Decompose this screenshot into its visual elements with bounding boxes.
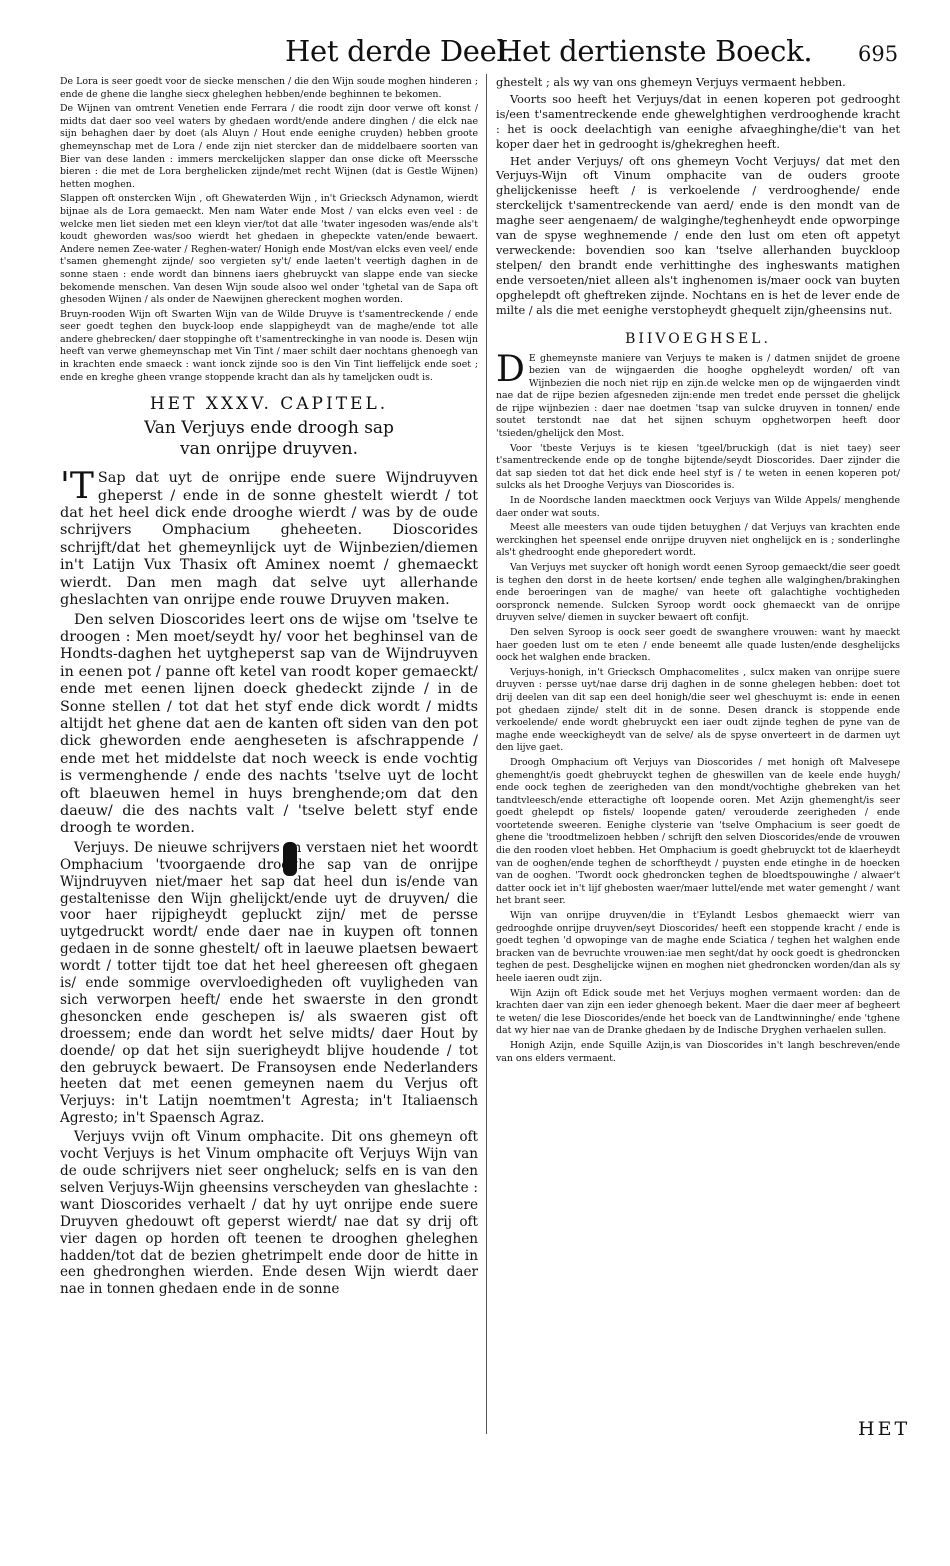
- left-running-title: Het derde Deel.: [285, 34, 515, 68]
- paragraph-verjuys-honey: Verjuys-honigh, in't Griecksch Omphacomelites , sulcx maken van onrijpe suere druyven : persse uyt/nae darse drij daghen in de sonne ghelegen hebben: doet tot drij deelen van dit sap een deel honigh/die seer wel gheschuymt is: ende in eenen pot ghedaen zijnde/ stelt dit in de sonne. Desen dranck is stoppende ende verkoelende/ ende wordt ghebruyckt een iaer oudt zijnde teghen de pyne van de maghe ende weeckigheydt van de selve/ als de spyse onverteert in de darmen uyt den lijve gaet.: [496, 666, 900, 754]
- paragraph-making-verjuys: [496, 348, 900, 441]
- paragraph-dark-wine: Bruyn-rooden Wijn oft Swarten Wijn van de Wilde Druyve is t'samentreckende / ende seer goedt teghen den buyck-loop ende slappigheydt van de maghe/ende tot alle andere ghebrecken/ daer stoppinghe oft t'samentreckinghe in van noode is. Desen wijn heeft van verwe ghemeynschap met Vin Tint / maer schilt daer nochtans ghenoegh van in krachten ende smaeck : want ionck zijnde soo is den Vin Tint lieffelijck ende soet ; ende en kreghe gheen vrange stoppende kracht dan als hy tameljcken oudt is.: [60, 308, 478, 383]
- paragraph-venetian-wines: De Wijnen van omtrent Venetien ende Ferrara / die roodt zijn door verwe oft konst / midts dat daer soo veel waters by ghedaen wordt/ende andere dinghen / die elck nae sijn behaghen daer by doet (als Aluyn / Hout ende eenighe cruyden) hebben groote ghemeynschap met de Lora / ende zijn niet stercker dan de middelbaere soorten van Bier van dese landen : immers merckelijcken slapper dan onse dicke oft Meerssche bieren : die met de Lora berghelicken zijnde/met recht Wijnen (dat is Gestle Wijnen) hetten moghen.: [60, 103, 478, 190]
- paragraph-lesbos-wine: Wijn van onrijpe druyven/die in t'Eylandt Lesbos ghemaeckt wierr van gedrooghde onrijpe druyven/seyt Dioscorides/ heeft een stoppende kracht / ende is goedt teghen 'd opwopinge van de maghe ende Sciatica / teghen het walghen ende bracken van de bevruchte vrouwen:iae men seght/dat hy oock goedt is ghedroncken teghen de pest. Desghelijcke wijnen en moghen niet ghedroncken worden/dan als sy heele iaeren oudt zijn.: [496, 910, 900, 984]
- paragraph-copper-pot: Voorts soo heeft het Verjuys/dat in eenen koperen pot gedrooght is/een t'samentreckende ende ghewelghtighen verdrooghende kracht : het is oock deelachtigh van eenighe afvaeghinghe/die't van het koper daer het in gedrooght is/ghekreghen heeft.: [496, 92, 900, 151]
- paragraph-omphacium: [60, 466, 478, 609]
- paragraph-adynamon: Slappen oft onstercken Wijn , oft Ghewaterden Wijn , in't Griecksch Adynamon, wierdt bijnae als de Lora gemaeckt. Men nam Water ende Most / van elcks even veel : de welcke men liet sieden met een kleyn vier/tot dat alle 'twater ingesoden was/ende als't koudt gheworden was/soo wierdt het ghedaen in ghepeckte vaten/ende bewaert. Andere nemen Zee-water / Reghen-water/ Honigh ende Most/van elcks even veel/ ende t'samen ghemenght zijnde/ soo vergieten sy't/ ende laeten't veertigh daghen in de sonne staen : ende wordt dan binnens iaers ghebruyckt van slappe ende van siecke bekomende menschen. Van desen Wijn soude alsoo wel onder 'tghetal van de Sapa oft ghesoden Wijnen / als onder de Naewijnen ghereckent moghen worden.: [60, 193, 478, 306]
- section-heading: BIIVOEGHSEL.: [625, 330, 771, 347]
- paragraph-continued: ghestelt ; als wy van ons ghemeyn Verjuys vermaent hebben.: [496, 76, 846, 89]
- paragraph-omphacium-text: Sap dat uyt de onrijpe ende suere Wijndruyven gheperst / ende in de sonne ghestelt wierdt / tot dat het heel dick ende drooghe wierdt / was by de oude schrijvers Omphacium gheheeten. Dioscorides schrijft/dat het ghemeynlijck uyt de Wijnbezien/diemen in't Latijn Vux Thasix oft Aminex noemt / ghemaeckt wierdt. Dan men magh dat selve uyt allerhande gheslachten van onrijpe ende rouwe Druyven maken.: [60, 470, 478, 609]
- paragraph-drying-method: Den selven Dioscorides leert ons de wijse om 'tselve te droogen : Men moet/seydt hy/ voor het beghinsel van de Hondts-daghen het uytgheperst sap van de Wijndruyven in eenen pot / panne oft ketel van roodt koper gemaeckt/ ende met eenen lijnen doeck ghedeckt zijnde / in de Sonne stellen / tot dat het styf ende dick wordt / midts altijdt het ghene dat aen de kanten oft siden van den pot dick gheworden ende aengheseten is afschrappende / ende met het middelste dat noch weeck is ende vochtig is vermenghende / ende des nachts 'tselve uyt de locht oft blaeuwen hemel in huys brenghende;om dat den daeuw/ die des nachts valt / 'tselve belett styf ende droogh te worden.: [60, 611, 478, 837]
- paragraph-honey-vinegar: Honigh Azijn, ende Squille Azijn,is van Dioscorides in't langh beschreven/ende van ons elders vermaent.: [496, 1039, 900, 1064]
- paragraph-dry-omphacium: Droogh Omphacium oft Verjuys van Dioscorides / met honigh oft Malvesepe ghemenght/is goedt ghebruyckt teghen de gheswillen van de keele ende huygh/ ende oock teghen de zeerigheden van den mondt/vochtighe ghebreken van het tandtvleesch/ende etteractighe oft loopende ooren. Met Azijn ghemenght/is seer goedt ghelepdt op fistels/ loopende gaten/ verouderde zeerigheden / ende voortetende sweeren. Eenighe clysterie van 'tselve Omphacium is seer goedt de ghene die 'troodtmelizoen hebben / schrijft den selven Dioscorides/ende de vrouwen die den rooden vloet hebben. Het Omphacium is goedt ghebruyckt tot de klaerheydt van de ooghen/ende teghen de schorftheydt / puysten ende etinghe in de hoecken van de ooghen. 'Twordt oock ghedroncken teghen de bloedtspouwinghe / alwaer't datter oock iet in't lijf ghebosten waer/maer luttel/ende met water gemenght / want het brant seer.: [496, 756, 900, 907]
- paragraph-northern-lands: In de Noordsche landen maecktmen oock Verjuys van Wilde Appels/ menghende daer onder wat souts.: [496, 495, 900, 519]
- paragraph-pregnant-women: Den selven Syroop is oock seer goedt de swanghere vrouwen: want hy maeckt haer goeden lust om te eten / ende beneemt alle quade lusten/ende desghelijcks oock het walghen ende bracken.: [496, 626, 900, 664]
- running-head: [0, 34, 950, 74]
- chapter-subtitle-line-1: Van Verjuys ende droogh sap: [144, 418, 394, 439]
- left-column: [60, 76, 478, 1300]
- chapter-heading: HET XXXV. CAPITEL.: [149, 394, 389, 415]
- chapter-subtitle-line-2: van onrijpe druyven.: [179, 439, 359, 460]
- right-running-title: Het dertienste Boeck.: [497, 34, 813, 68]
- catchword: HET: [858, 1418, 911, 1440]
- paragraph-vinegar: Wijn Azijn oft Edick soude met het Verjuys moghen vermaent worden: dan de krachten daer van zijn een ieder ghenoegh bekent. Maer die daer meer af begheert te weten/ die lese Dioscorides/ende het boeck van de Landtwinninghe/ ende 'tghene dat wy hier nae van de Dranke ghedaen by de Indische Dryghen verhaelen sullen.: [496, 987, 900, 1037]
- paragraph-syrup: Van Verjuys met suycker oft honigh wordt eenen Syroop gemaeckt/die seer goedt is teghen den dorst in de heete kortsen/ ende teghen alle walginghen/brakinghen ende beroeringen van de maghe/ van heete oft galachtighe vochtigheden oorspronck nemende. Sulcken Syroop wordt oock ghemaeckt van de onrijpe druyven selve/ diemen in suycker bewaert oft confijt.: [496, 562, 900, 624]
- page-number: 695: [858, 42, 899, 66]
- paragraph-best-verjuys: Voor 'tbeste Verjuys is te kiesen 'tgeel/bruckigh (dat is niet taey) seer t'samentreckende ende op de tonghe bijtende/seydt Dioscorides. Daer zijnder die dat sap sieden tot dat het dick ende heel styf is / te weten in eenen koperen pot/ sulcks als het Drooghe Verjuys van Dioscorides is.: [496, 442, 900, 492]
- paragraph-making-verjuys-text: E ghemeynste maniere van Verjuys te maken is / datmen snijdet de groene bezien van de wijngaerden die hooghe opgheleydt worden/ oft van Wijnbezien die noch niet rijp en zijn.de welcke men op de wijngaerden vindt nae dat de rijpe bezien afgesneden zijn:ende men tredet ende persset die ghelijck de rijpe wijnbezien : daer nae doetmen 'tsap van sulcke druyven in tonnen/ ende soutet terstondt nae dat het sijnen schuym opghetworpen heeft door 'tsieden/ghelijck den Most.: [496, 352, 900, 440]
- dropcap-t: 'T: [60, 466, 94, 508]
- column-divider: [486, 74, 487, 1434]
- dropcap-d: D: [496, 348, 525, 390]
- paragraph-common-verjuys: Het ander Verjuys/ oft ons ghemeyn Vocht Verjuys/ dat met den Verjuys-Wijn oft Vinum omphacite van de ouders groote ghelijckenisse heeft / is verkoelende / verdrooghende/ ende sterckelijck t'samentreckende van aerd/ ende is den mondt van de maghe seer aengenaem/ de walginghe/teghenheydt ende opworpinge van de spyse weghnemende / ende den lust om eten oft appetyt verweckende: bovendien soo kan 'tselve allerhanden buyckloop stelpen/ den brandt ende verhittinghe des ingheswants matighen ende versoeten/niet alleen als't inghenomen is/maer oock van buyten opghelepdt oft gheftreken zijnde. Nochtans en is het de lever ende de milte / als die met eenighe verstopheydt ghequelt zijn/gheensins nut.: [496, 154, 900, 317]
- chapter-subtitle: [60, 418, 478, 460]
- right-column: [496, 76, 900, 1067]
- paragraph-lora: De Lora is seer goedt voor de siecke menschen / die den Wijn soude moghen hinderen ; ende de ghene die langhe siecx gheleghen hebben/ende beghinnen te bekomen.: [60, 76, 478, 100]
- paragraph-old-masters: Meest alle meesters van oude tijden betuyghen / dat Verjuys van krachten ende werckinghen het speensel ende onrijpe druyven niet onghelijck en is ; sonderlinghe als't ghedrooght ende gheporedert wordt.: [496, 522, 900, 559]
- paragraph-verjuys-wine: Verjuys vvijn oft Vinum omphacite. Dit ons ghemeyn oft vocht Verjuys is het Vinum omphacite oft Verjuys Wijn van de oude schrijvers niet seer ongheluck; selfs en is van den selven Verjuys-Wijn gheensins verscheyden van gheslachte : want Dioscorides verhaelt / dat hy uyt onrijpe ende suere Druyven ghedouwt oft geperst wierdt/ nae dat sy drij oft vier dagen op horden oft teenen te drooghen gheleghen hadden/tot dat de bezien ghetrimpelt ende door de hitte in een ghedronghen wierden. Ende desen Wijn wierdt daer nae in tonnen ghedaen ende in de sonne: [60, 1129, 478, 1298]
- paragraph-verjuys: Verjuys. De nieuwe schrijvers en verstaen niet het woordt Omphacium 'tvoorgaende drooghe sap van de onrijpe Wijndruyven niet/maer het sap dat heel dun is/ende van gestaltenisse den Wijn ghelijckt/ende uyt de druyven/ die voor haer rijpigheydt gepluckt zijn/ met de persse uytgedruckt wordt/ ende daer nae in kuypen oft tonnen gedaen in de sonne ghestelt/ oft in laeuwe plaetsen bewaert wordt / totter tijdt toe dat het heel ghereesen oft ghegaen is/ ende sommige overvloedigheden oft vuyligheden van sich verworpen heeft/ ende het swaerste in den grondt ghesoncken ende geschepen is/ als swaeren gist oft droessem; ende dan wordt het selve midts/ daer Hout by doende/ op dat het sijn suerigheydt blijve houdende / tot den gebruyck bewaert. De Fransoysen ende Nederlanders heeten dat met eenen gemeynen naem du Verjus oft Verjuys: in't Latijn noemtmen't Agresta; in't Italiaensch Agresto; in't Spaensch Agraz.: [60, 839, 478, 1127]
